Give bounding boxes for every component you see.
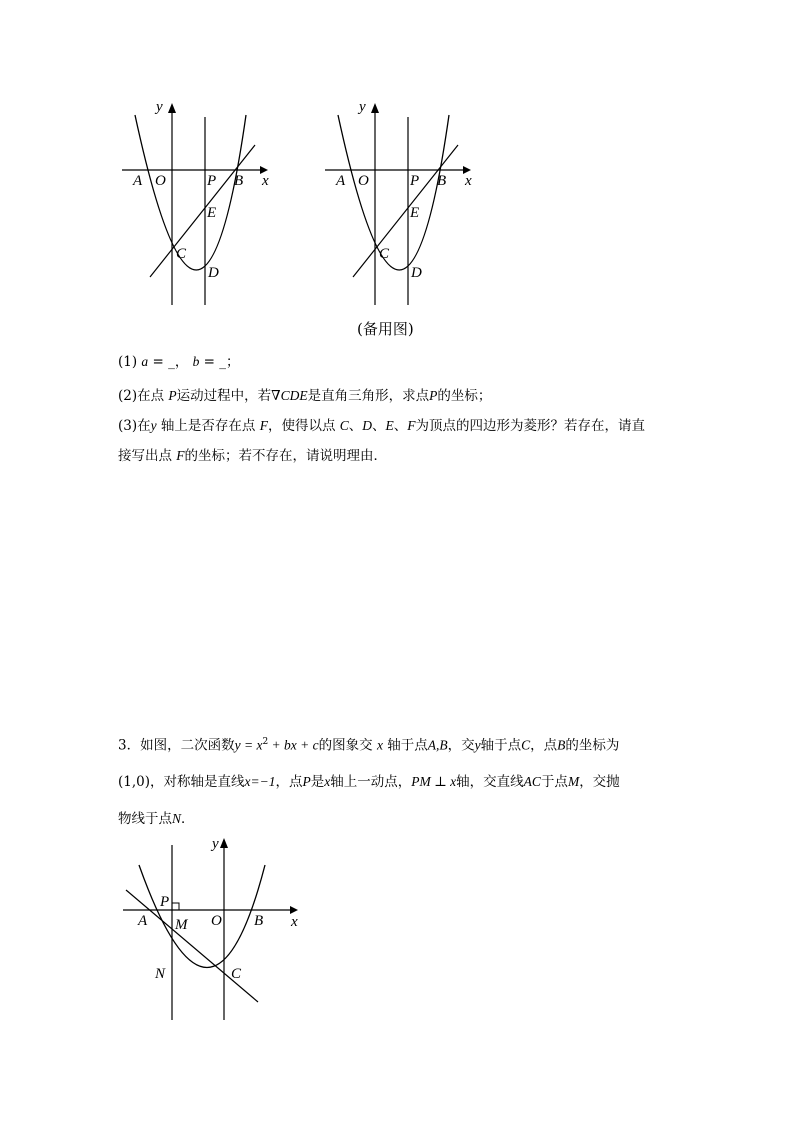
label-d: D (411, 265, 422, 281)
q1-eq2: = _； (199, 354, 240, 370)
p3-m: M (567, 774, 580, 789)
p3-l1-b: B (557, 737, 566, 753)
p3-l1-text-5: 轴于点 (480, 737, 522, 754)
p3-l1-text-4: ，交 (447, 737, 475, 754)
figure-3 (118, 830, 318, 1025)
parabola (135, 115, 246, 270)
label-a: A (133, 173, 143, 189)
label-c: C (176, 246, 187, 262)
problem-3-line-2 (118, 771, 620, 793)
figure-1-svg (110, 95, 280, 315)
label-a: A (336, 173, 346, 189)
label-b: B (234, 173, 244, 189)
label-y: y (359, 99, 366, 115)
label-p: P (410, 173, 420, 189)
q3a-f: F (259, 418, 268, 433)
label-n: N (155, 966, 166, 982)
p3-l3-text-1: 物线于点 (118, 811, 172, 827)
p3-l2-text-7: ，交抛 (579, 774, 620, 790)
p3-l2-text-1: ，对称轴是直线 (150, 774, 245, 790)
line-bc (150, 145, 255, 277)
problem-3-line-1 (118, 731, 619, 757)
p3-l2-text-3: 是 (310, 774, 325, 790)
q3a-sep-3: 、 (393, 418, 408, 434)
label-b: B (254, 913, 264, 929)
label-b: B (437, 173, 447, 189)
q2-triangle: ∇CDE (271, 388, 308, 403)
p3-l2-x: x (324, 774, 331, 789)
y-axis-arrow (371, 103, 379, 113)
y-axis-arrow (168, 103, 176, 113)
p3-l1-text-3: 轴于点 (382, 737, 428, 754)
label-m: M (175, 917, 188, 933)
line-ac (126, 890, 258, 1002)
p3-eq-2: + bx + c (268, 737, 319, 753)
p3-l2-text-2: ，点 (275, 774, 303, 790)
question-3-line-1 (118, 416, 645, 436)
p3-l1-text-1: 3．如图，二次函数 (118, 737, 235, 754)
q2-text-3: 是直角三角形，求点 (307, 388, 430, 404)
label-o: O (211, 913, 222, 929)
figure-2-svg (313, 95, 483, 315)
label-y: y (212, 836, 219, 852)
label-e: E (207, 205, 217, 221)
p3-l1-y: y (474, 737, 481, 753)
p3-eq-sup: 2 (262, 737, 269, 747)
label-c: C (379, 246, 390, 262)
label-o: O (358, 173, 369, 189)
q2-text-1: (2)在点 (118, 388, 169, 404)
q3a-f2: F (407, 418, 416, 433)
q3a-y: y (150, 418, 157, 433)
q1-eq1: = _， (148, 354, 193, 370)
figure-3-svg (118, 830, 318, 1025)
q3a-c: C (339, 418, 349, 433)
label-p: P (160, 894, 170, 910)
q3b-text-1: 接写出点 (118, 448, 177, 464)
line-bc (353, 145, 458, 277)
y-axis-arrow (220, 838, 228, 848)
q3a-e: E (385, 418, 394, 433)
p3-l1-c: C (521, 737, 531, 753)
q3a-text-2: 轴上是否存在点 (156, 418, 260, 434)
p3-point: (1,0) (118, 774, 151, 790)
label-x: x (465, 173, 472, 189)
label-x: x (291, 914, 298, 930)
p3-l1-text-6: ，点 (530, 737, 558, 754)
q2-p2: P (429, 388, 438, 403)
p3-ac: AC (523, 774, 541, 789)
label-d: D (208, 265, 219, 281)
q1-b: b (192, 354, 200, 369)
x-axis-arrow (290, 906, 298, 914)
p3-l2-text-6: 于点 (540, 774, 568, 790)
q2-p1: P (168, 388, 177, 403)
p3-l3-text-2: ． (181, 811, 195, 827)
figure-2 (313, 95, 483, 315)
p3-l2-p: P (302, 774, 311, 789)
label-e: E (410, 205, 420, 221)
label-a: A (138, 913, 148, 929)
p3-n: N (172, 811, 182, 826)
p3-pm: PM ⊥ x (411, 774, 457, 789)
question-3-line-2 (118, 446, 387, 466)
p3-axis-eq: x=−1 (244, 774, 276, 789)
q3a-text-4: 为顶点的四边形为菱形？若存在，请直 (415, 418, 646, 434)
question-1 (118, 352, 240, 372)
label-p: P (207, 173, 217, 189)
parabola (139, 865, 265, 968)
problem-3-line-3 (118, 808, 195, 830)
p3-eq: y = x (234, 737, 263, 753)
q3a-d: D (362, 418, 373, 433)
q3a-sep-2: 、 (372, 418, 386, 434)
q2-text-2: 运动过程中，若 (176, 388, 272, 404)
q3a-text-1: (3)在 (118, 418, 151, 434)
label-y: y (156, 99, 163, 115)
q3b-text-2: 的坐标；若不存在，请说明理由． (184, 448, 388, 464)
right-angle-mark (172, 903, 179, 910)
p3-l1-text-7: 的坐标为 (565, 737, 620, 754)
figure-1 (110, 95, 280, 315)
figure-caption: (备用图) (357, 320, 414, 338)
parabola (338, 115, 449, 270)
q2-text-4: 的坐标； (437, 388, 492, 404)
p3-l1-x: x (376, 737, 383, 753)
q1-a: a (141, 354, 149, 369)
q1-prefix: (1) (118, 354, 138, 370)
q3b-f: F (176, 448, 185, 463)
label-x: x (262, 173, 269, 189)
p3-l2-text-5: 轴，交直线 (456, 774, 524, 790)
label-c: C (231, 966, 242, 982)
q3a-text-3: ，使得以点 (267, 418, 340, 434)
question-2 (118, 386, 491, 406)
p3-l1-ab: A,B (427, 737, 448, 753)
q3a-sep-1: 、 (348, 418, 363, 434)
p3-l1-text-2: 的图象交 (318, 737, 377, 754)
label-o: O (155, 173, 166, 189)
p3-l2-text-4: 轴上一动点， (330, 774, 412, 790)
